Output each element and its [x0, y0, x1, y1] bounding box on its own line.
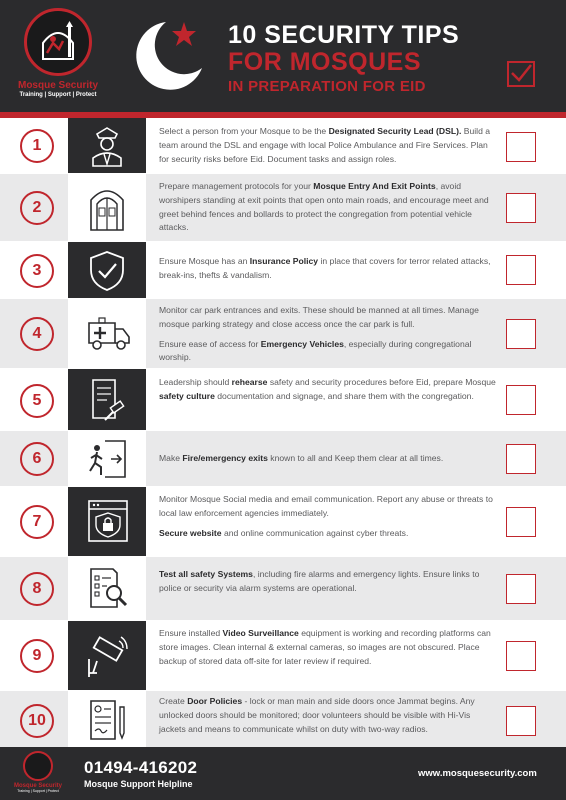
cctv-camera-icon [87, 633, 131, 679]
tip-paragraph [159, 452, 497, 466]
tip-checkbox[interactable] [506, 319, 536, 349]
tip-row [0, 299, 566, 369]
mosque-security-logo [14, 8, 102, 108]
tip-emphasis: Emergency Vehicles [260, 338, 344, 349]
website-link[interactable]: www.mosquesecurity.com [418, 768, 537, 779]
tip-paragraph [159, 304, 497, 332]
tip-row [0, 691, 566, 751]
tip-checkbox[interactable] [506, 193, 536, 223]
tip-checkbox[interactable] [506, 706, 536, 736]
logo-tagline: Training | Support | Protect [19, 92, 97, 98]
tip-emphasis: Mosque Entry And Exit Points [313, 181, 436, 191]
secure-browser-lock-icon [87, 499, 129, 545]
checklist-magnifier-icon [87, 567, 129, 611]
tip-number: 4 [20, 317, 54, 351]
tip-text-segment: Ensure Mosque has an [159, 256, 250, 266]
tip-text-segment: Monitor Mosque Social media and email communication. Report any abuse or threats to local law enforcement agencies immediately. [159, 494, 493, 518]
tip-emphasis: safety culture [159, 390, 215, 401]
page-title [228, 22, 459, 95]
tip-row [0, 242, 566, 299]
tip-checkbox[interactable] [506, 444, 536, 474]
tip-number: 3 [20, 254, 54, 288]
tip-number: 7 [20, 505, 54, 539]
tip-text-segment: Build a team around the DSL and engage with local Police Ambulance and Fire Services. Plan for security risks before Eid. Document tasks and assign roles. [159, 126, 491, 164]
tip-text-segment: in place that covers for terror related attacks, break-ins, thefts & vandalism. [159, 256, 491, 280]
tip-paragraph [159, 627, 497, 668]
footer-logo-emblem-icon [23, 751, 53, 781]
tip-row [0, 118, 566, 174]
title-line-3: IN PREPARATION FOR EID [228, 78, 426, 95]
tip-paragraph [159, 125, 497, 166]
title-line-2 [228, 48, 459, 76]
arched-door-icon [87, 184, 127, 232]
tip-checkbox[interactable] [506, 132, 536, 162]
tip-text-segment: - lock or man main and side doors once Jammat begins. Any unlocked doors should be monitored; door volunteers should be visible with Hi-Vis jackets and means to communicate whilst on duty with two-way radios. [159, 696, 475, 734]
tips-list [0, 118, 566, 751]
tip-number: 10 [20, 704, 54, 738]
tip-text [159, 493, 497, 540]
crescent-star-icon [126, 16, 210, 96]
tip-text-segment: Make [159, 453, 183, 463]
footer-logo-name: Mosque Security [13, 783, 62, 789]
tip-row [0, 174, 566, 242]
tip-text-segment: Monitor car park entrances and exits. These should be manned at all times. Manage mosque parking strategy and close access once the car park is full. [159, 305, 479, 329]
tip-emphasis: Fire/emergency exits [182, 453, 268, 463]
header-banner [0, 0, 566, 112]
icon-cell [68, 691, 146, 750]
tip-row [0, 369, 566, 431]
tip-number: 6 [20, 442, 54, 476]
tip-paragraph [159, 338, 497, 366]
logo-emblem-icon [24, 8, 92, 76]
icon-cell [68, 487, 146, 556]
icon-cell [68, 174, 146, 241]
icon-cell [68, 431, 146, 486]
icon-cell [68, 242, 146, 298]
tip-text [159, 125, 497, 166]
tip-emphasis: Insurance Policy [249, 256, 319, 266]
tip-checkbox[interactable] [506, 385, 536, 415]
tip-paragraph [159, 493, 497, 521]
tip-text-segment: safety and security procedures before Eid, prepare Mosque [267, 377, 496, 387]
tip-text-segment: , especially during congregational worship. [159, 338, 472, 363]
tip-text-segment: documentation and signage, and share them with the congregation. [214, 390, 474, 401]
tip-text-segment: Ensure ease of access for [159, 338, 261, 349]
tip-text-segment: , including fire alarms and emergency lights. Ensure links to police or security via alarm systems are operational. [159, 569, 480, 593]
security-guard-icon [87, 124, 127, 168]
tip-emphasis: rehearse [231, 377, 268, 387]
helpline-phone[interactable]: 01494-416202 [84, 758, 198, 777]
tip-emphasis: Video Surveillance [222, 628, 299, 638]
footer-logo-tagline: Training | Support | Protect [17, 789, 59, 793]
tip-checkbox[interactable] [506, 507, 536, 537]
icon-cell [68, 557, 146, 620]
tip-checkbox[interactable] [506, 574, 536, 604]
tip-paragraph [159, 527, 497, 541]
tip-text [159, 452, 497, 466]
logo-name: Mosque Security [17, 80, 99, 91]
tip-text [159, 376, 497, 404]
tip-checkbox[interactable] [506, 255, 536, 285]
emergency-exit-icon [87, 439, 129, 479]
tip-emphasis: Door Policies [187, 696, 243, 706]
icon-cell [68, 299, 146, 368]
footer-logo [12, 751, 64, 793]
tip-text-segment: Leadership should [159, 377, 232, 387]
policy-document-pen-icon [87, 699, 129, 743]
shield-check-icon [87, 250, 127, 292]
ambulance-icon [87, 315, 131, 353]
title-line-1: 10 SECURITY TIPS [228, 21, 460, 49]
tip-row [0, 621, 566, 691]
tip-number: 9 [20, 639, 54, 673]
footer-banner [0, 747, 566, 800]
tip-text-segment: equipment is working and recording platforms can store images. Clean internal & external cameras, so images are not obscured. Place backup of stored data off-site for later review if required. [159, 628, 491, 666]
tip-text-segment: , avoid worshipers standing at exit points that open onto main roads, and encourage meet and greet behind fences and bollards to protect the congregation from potential vehicle attacks. [159, 181, 489, 233]
tip-text [159, 255, 497, 283]
tip-emphasis: Test all safety Systems [159, 569, 253, 579]
tip-emphasis: Designated Security Lead (DSL). [328, 126, 462, 136]
helpline-label: Mosque Support Helpline [84, 779, 193, 789]
tip-paragraph [159, 568, 497, 596]
tip-text-segment: Prepare management protocols for your [159, 181, 314, 191]
tip-text [159, 180, 497, 235]
tip-text-segment: Create [159, 696, 188, 706]
tip-checkbox[interactable] [506, 641, 536, 671]
tip-paragraph [159, 695, 497, 736]
icon-cell [68, 621, 146, 690]
tip-paragraph [159, 180, 497, 235]
tip-emphasis: Secure website [159, 527, 222, 538]
tip-paragraph [159, 376, 497, 404]
tip-number: 8 [20, 572, 54, 606]
tip-text-segment: Ensure installed [159, 628, 223, 638]
tip-text-segment: Select a person from your Mosque to be the [159, 126, 329, 136]
tip-row [0, 431, 566, 487]
tip-text [159, 568, 497, 596]
icon-cell [68, 369, 146, 430]
title-line-2-text: FOR MOSQUES [228, 48, 422, 76]
tip-text [159, 304, 497, 365]
document-gavel-icon [87, 378, 127, 422]
icon-cell [68, 118, 146, 173]
tip-number: 1 [20, 129, 54, 163]
tip-number: 2 [20, 191, 54, 225]
tip-text [159, 695, 497, 736]
tip-text [159, 627, 497, 668]
tip-row [0, 487, 566, 557]
tip-row [0, 557, 566, 621]
tip-text-segment: known to all and Keep them clear at all times. [267, 453, 444, 463]
tip-paragraph [159, 255, 497, 283]
tip-number: 5 [20, 384, 54, 418]
tip-text-segment: and online communication against cyber threats. [221, 527, 409, 538]
header-checkmark-icon [507, 61, 535, 87]
